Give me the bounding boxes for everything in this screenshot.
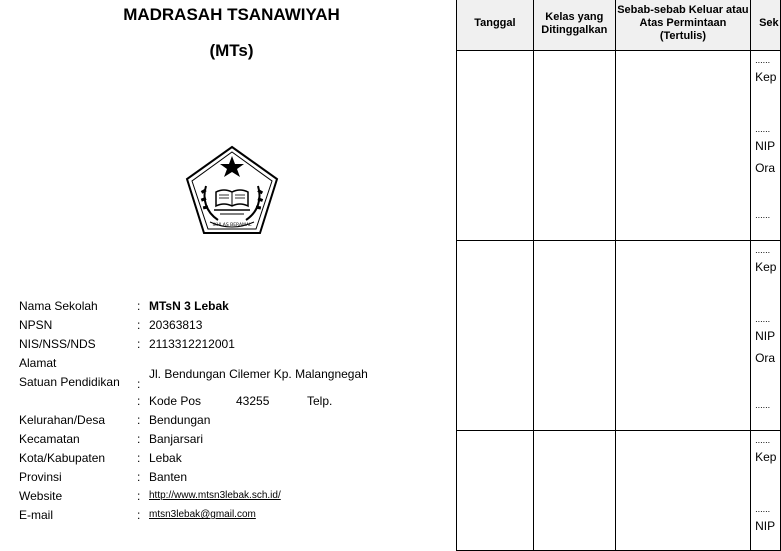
label-kecamatan: Kecamatan [19, 432, 80, 446]
table-cell [615, 431, 750, 551]
colon: : [137, 489, 141, 503]
label-provinsi: Provinsi [19, 470, 62, 484]
value-nis: 2113312212001 [149, 337, 235, 351]
nip-label: NIP [755, 519, 776, 533]
header-sebab: Sebab-sebab Keluar atau Atas Permintaan (Tertulis) [615, 0, 750, 51]
document-subtitle: (MTs) [209, 41, 254, 60]
table-cell [615, 51, 750, 241]
label-satuan-pendidikan: Satuan Pendidikan [19, 375, 120, 389]
value-kodepos: 43255 [236, 394, 270, 408]
value-kota: Lebak [149, 451, 182, 465]
ora-label: Ora [755, 161, 776, 175]
kep-label: Kep [755, 450, 777, 464]
dots: ...... [755, 435, 771, 445]
label-npsn: NPSN [19, 318, 53, 332]
table-cell [457, 431, 534, 551]
label-alamat: Alamat [19, 356, 57, 370]
ora-label: Ora [755, 351, 776, 365]
header-extra: Sek [751, 0, 781, 51]
header-kelas: Kelas yang Ditinggalkan [533, 0, 615, 51]
table-cell-extra [751, 431, 781, 551]
value-alamat: Jl. Bendungan Cilemer Kp. Malangnegah [149, 367, 368, 381]
logo-motto: IKHLAS BERAMAL [212, 223, 252, 228]
dots: ...... [755, 504, 771, 514]
dots: ...... [755, 245, 771, 255]
dots: ...... [755, 55, 771, 65]
table-cell [533, 241, 615, 431]
colon: : [137, 318, 141, 332]
nip-label: NIP [755, 329, 776, 343]
table-cell [457, 51, 534, 241]
header-tanggal: Tanggal [457, 0, 534, 51]
student-exit-table [456, 0, 781, 551]
colon: : [137, 337, 141, 351]
label-nama-sekolah: Nama Sekolah [19, 299, 98, 313]
dots: ...... [755, 400, 771, 410]
dots: ...... [755, 210, 771, 220]
value-npsn: 20363813 [149, 318, 203, 332]
colon: : [137, 508, 141, 522]
colon: : [137, 413, 141, 427]
colon: : [137, 377, 141, 391]
dots: ...... [755, 314, 771, 324]
dots: ...... [755, 124, 771, 134]
table-cell [533, 431, 615, 551]
kep-label: Kep [755, 260, 777, 274]
table-cell-extra [751, 241, 781, 431]
email-link[interactable]: mtsn3lebak@gmail.com [149, 509, 256, 520]
colon: : [137, 470, 141, 484]
label-nis: NIS/NSS/NDS [19, 337, 96, 351]
value-kelurahan: Bendungan [149, 413, 211, 427]
table-cell [615, 241, 750, 431]
table-cell-extra [751, 51, 781, 241]
kemenag-logo-icon [184, 144, 280, 238]
table-cell [533, 51, 615, 241]
colon: : [137, 451, 141, 465]
kep-label: Kep [755, 70, 777, 84]
document-title: MADRASAH TSANAWIYAH [123, 5, 340, 24]
label-email: E-mail [19, 508, 54, 522]
value-kecamatan: Banjarsari [149, 432, 204, 446]
table-cell [457, 241, 534, 431]
label-kota: Kota/Kabupaten [19, 451, 106, 465]
telp-label: Telp. [307, 394, 333, 408]
website-link[interactable]: http://www.mtsn3lebak.sch.id/ [149, 490, 281, 501]
kodepos-label: Kode Pos [149, 394, 202, 408]
value-provinsi: Banten [149, 470, 188, 484]
colon: : [137, 299, 141, 313]
colon: : [137, 394, 141, 408]
value-nama-sekolah: MTsN 3 Lebak [149, 299, 229, 313]
label-website: Website [19, 489, 63, 503]
colon: : [137, 432, 141, 446]
nip-label: NIP [755, 139, 776, 153]
label-kelurahan: Kelurahan/Desa [19, 413, 106, 427]
